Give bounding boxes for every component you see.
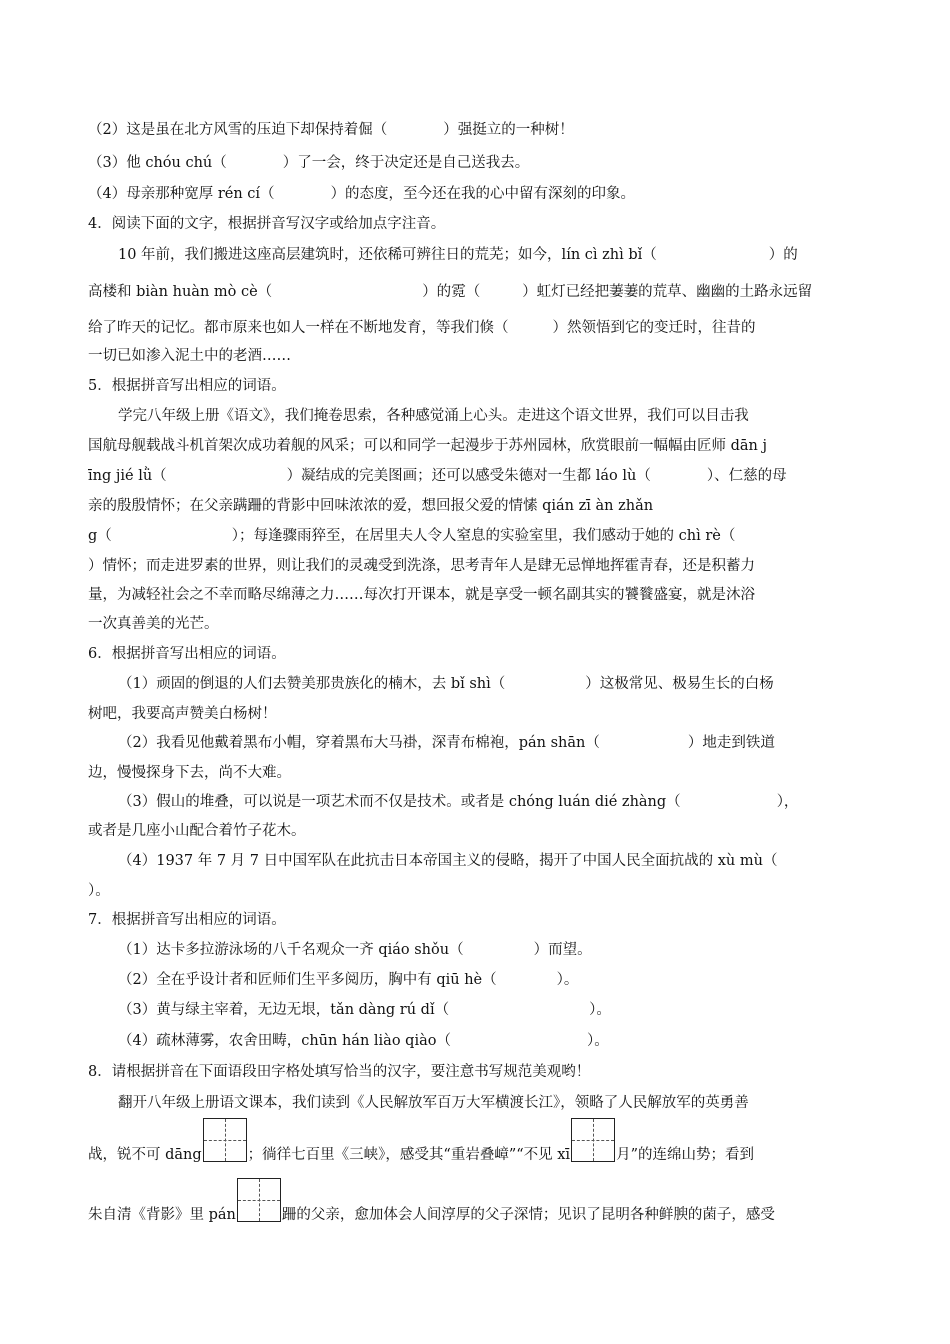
q8-line-3: 朱自清《背影》里 pán 跚的父亲，愈加体会人间淳厚的父子深情；见识了昆明各种鲜腴的菌子，感受 (88, 1178, 863, 1228)
q5-title: 5．根据拼音写出相应的词语。 (88, 378, 286, 394)
q5-line-5: g（ ）；每逢骤雨猝至，在居里夫人令人窒息的实验室里，我们感动于她的 chì rè（ (88, 528, 736, 544)
q6-title: 6．根据拼音写出相应的词语。 (88, 646, 286, 662)
q6-item-1: （1）顽固的倒退的人们去赞美那贵族化的楠木，去 bǐ shì（ ）这极常见、极易生长的白杨 (118, 676, 774, 692)
q8-title: 8．请根据拼音在下面语段田字格处填写恰当的汉字，要注意书写规范美观哟！ (88, 1064, 591, 1080)
q5-line-2: 国航母舰载战斗机首架次成功着舰的风采；可以和同学一起漫步于苏州园林，欣赏眼前一幅幅由匠师 dān j (88, 438, 767, 454)
q7-item-3: （3）黄与绿主宰着，无边无垠，tǎn dàng rú dǐ（ ）。 (118, 1002, 611, 1018)
q3-item-4: （4）母亲那种宽厚 rén cí（ ）的态度，至今还在我的心中留有深刻的印象。 (88, 186, 636, 202)
q3-item-3: （3）他 chóu chú（ ）了一会，终于决定还是自己送我去。 (88, 155, 530, 171)
q4-para-line-4: 一切已如渗入泥土中的老酒…… (88, 348, 291, 364)
q6-item-1-cont: 树吧，我要高声赞美白杨树！ (88, 706, 277, 722)
q3-item-2: （2）这是虽在北方风雪的压迫下却保持着倔（ ）强挺立的一种树！ (88, 122, 574, 138)
q4-title: 4．阅读下面的文字，根据拼音写汉字或给加点字注音。 (88, 216, 446, 232)
q7-title: 7．根据拼音写出相应的词语。 (88, 912, 286, 928)
tianzige-grid[interactable] (571, 1118, 615, 1162)
q6-item-4: （4）1937 年 7 月 7 日中国军队在此抗击日本帝国主义的侵略，揭开了中国人民全面抗战的 xù mù（ (118, 853, 778, 869)
q4-para-line-2: 高楼和 biàn huàn mò cè（ ）的霓（ ）虹灯已经把萋萋的荒草、幽幽的土路永远留 (88, 284, 813, 300)
q7-item-4: （4）疏林薄雾，农舍田畴，chūn hán liào qiào（ ）。 (118, 1033, 609, 1049)
q6-item-2-cont: 边，慢慢探身下去，尚不大难。 (88, 765, 291, 781)
q7-item-1: （1）达卡多拉游泳场的八千名观众一齐 qiáo shǒu（ ）而望。 (118, 942, 592, 958)
dotted-char: 倔 (358, 122, 373, 138)
q4-para-line-3: 给了昨天的记忆。都市原来也如人一样在不断地发育，等我们倏（ ）然领悟到它的变迁时，往昔的 (88, 320, 756, 336)
q4-para-line-1: 10 年前，我们搬进这座高层建筑时，还依稀可辨往日的荒芜；如今，lín cì zhì bǐ（ ）的 (118, 247, 798, 263)
q7-item-2: （2）全在乎设计者和匠师们生平多阅历，胸中有 qiū hè（ ）。 (118, 972, 579, 988)
q6-item-2: （2）我看见他戴着黑布小帽，穿着黑布大马褂，深青布棉袍，pán shān（ ）地走到铁道 (118, 735, 775, 751)
dotted-char: 倏 (479, 320, 494, 336)
q6-item-3: （3）假山的堆叠，可以说是一项艺术而不仅是技术。或者是 chóng luán dié zhàng（ ）， (118, 794, 799, 810)
tianzige-grid[interactable] (203, 1118, 247, 1162)
q5-line-7: 量，为减轻社会之不幸而略尽绵薄之力……每次打开课本，就是享受一顿名副其实的饕餮盛宴，就是沐浴 (88, 587, 755, 603)
q6-item-4-cont: ）。 (88, 883, 110, 899)
q5-line-1: 学完八年级上册《语文》，我们掩卷思索，各种感觉涌上心头。走进这个语文世界，我们可以目击我 (118, 408, 749, 424)
q6-item-3-cont: 或者是几座小山配合着竹子花木。 (88, 823, 306, 839)
q5-line-8: 一次真善美的光芒。 (88, 616, 219, 632)
q5-line-3: īng jié lǜ（ ）凝结成的完美图画；还可以感受朱德对一生都 láo lù（ ）、仁慈的母 (88, 468, 787, 484)
q8-line-2: 战，锐不可 dāng ；徜徉七百里《三峡》，感受其“重岩叠嶂”“不见 xī 月”的连绵山势；看到 (88, 1118, 863, 1168)
tianzige-grid[interactable] (237, 1178, 281, 1222)
q5-line-6: ）情怀；而走进罗素的世界，则让我们的灵魂受到洗涤，思考青年人是肆无忌惮地挥霍青春，还是积蓄力 (88, 558, 755, 574)
q8-line-1: 翻开八年级上册语文课本，我们读到《人民解放军百万大军横渡长江》，领略了人民解放军的英勇善 (118, 1095, 749, 1111)
q5-line-4: 亲的殷殷情怀；在父亲蹒跚的背影中回味浓浓的爱，想回报父爱的情愫 qián zī àn zhǎn (88, 498, 654, 514)
dotted-char: 霓 (451, 284, 466, 300)
